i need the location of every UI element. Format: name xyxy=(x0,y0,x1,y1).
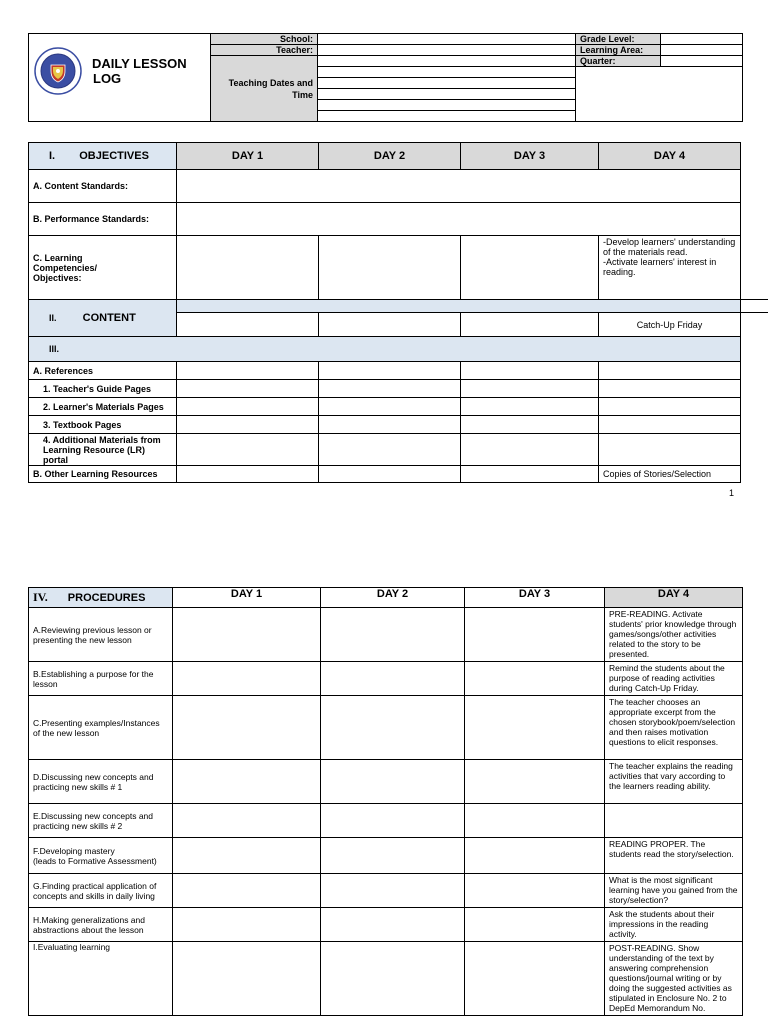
grade-level-field[interactable] xyxy=(661,34,743,45)
references-label: A. References xyxy=(29,362,177,380)
content-blue-band xyxy=(177,300,741,313)
or-day1[interactable] xyxy=(177,466,319,483)
procedure-day4[interactable]: READING PROPER. The students read the story/selection. xyxy=(605,838,743,874)
tb-day4[interactable] xyxy=(599,416,741,434)
proc-cell[interactable] xyxy=(465,874,605,908)
content-day4[interactable]: Catch-Up Friday xyxy=(599,313,741,337)
lm-day3[interactable] xyxy=(461,398,599,416)
logo-cell xyxy=(29,34,211,122)
content-standards-field[interactable] xyxy=(177,170,741,203)
proc-day-1-header: DAY 1 xyxy=(173,588,321,608)
teaching-dates-field-1[interactable] xyxy=(318,56,576,67)
teaching-dates-field-5[interactable] xyxy=(318,100,576,111)
procedure-day4[interactable]: The teacher chooses an appropriate excerpt from the chosen storybook/poem/selection and then raises motivation questions to elicit responses. xyxy=(605,696,743,760)
procedure-label: B.Establishing a purpose for the lesson xyxy=(29,662,173,696)
procedure-day4[interactable] xyxy=(605,804,743,838)
proc-cell[interactable] xyxy=(173,760,321,804)
learning-competencies-text: C. Learning Competencies/ Objectives: xyxy=(33,252,98,283)
procedure-day4[interactable]: POST-READING. Show understanding of the text by answering comprehension questions/journal writing or by doing the suggested activities as stipulated in Enclosure No. 2 to DepEd Memorandum No. xyxy=(605,942,743,1016)
proc-cell[interactable] xyxy=(321,608,465,662)
content-standards-label: A. Content Standards: xyxy=(29,170,177,203)
tg-day4[interactable] xyxy=(599,380,741,398)
proc-cell[interactable] xyxy=(465,662,605,696)
competencies-day1[interactable] xyxy=(177,236,319,300)
title-line-1: DAILY LESSON xyxy=(92,56,187,71)
tg-day3[interactable] xyxy=(461,380,599,398)
procedure-day4[interactable]: Remind the students about the purpose of reading activities during Catch-Up Friday. xyxy=(605,662,743,696)
day-1-header: DAY 1 xyxy=(177,143,319,170)
resources-header: III. xyxy=(29,337,741,362)
procedure-label: I.Evaluating learning xyxy=(29,942,173,1016)
quarter-extra-cell xyxy=(576,67,743,122)
references-day4[interactable] xyxy=(599,362,741,380)
day-4-header: DAY 4 xyxy=(599,143,741,170)
procedures-section-title: PROCEDURES xyxy=(67,592,146,604)
tg-day1[interactable] xyxy=(177,380,319,398)
learning-area-field[interactable] xyxy=(661,45,743,56)
am-day4[interactable] xyxy=(599,434,741,466)
proc-cell[interactable] xyxy=(465,608,605,662)
textbook-label: 3. Textbook Pages xyxy=(29,416,177,434)
competencies-day3[interactable] xyxy=(461,236,599,300)
table-row xyxy=(29,942,743,1016)
am-day1[interactable] xyxy=(177,434,319,466)
proc-cell[interactable] xyxy=(465,942,605,1016)
learners-materials-label: 2. Learner's Materials Pages xyxy=(29,398,177,416)
teaching-dates-field-2[interactable] xyxy=(318,67,576,78)
competencies-day4[interactable]: -Develop learners' understanding of the materials read. -Activate learners' interest in reading. xyxy=(599,236,741,300)
title-line-2: LOG xyxy=(93,71,122,86)
lm-day2[interactable] xyxy=(319,398,461,416)
am-day3[interactable] xyxy=(461,434,599,466)
procedure-day4[interactable]: PRE-READING. Activate students' prior knowledge through games/songs/other activities related to the story to be presented. xyxy=(605,608,743,662)
content-section-number: II. xyxy=(49,313,57,323)
proc-cell[interactable] xyxy=(465,696,605,760)
table-row xyxy=(29,696,743,760)
proc-cell[interactable] xyxy=(173,838,321,874)
table-row xyxy=(29,874,743,908)
or-day3[interactable] xyxy=(461,466,599,483)
table-row xyxy=(29,662,743,696)
content-section-title: CONTENT xyxy=(82,312,136,324)
content-day1[interactable] xyxy=(177,313,319,337)
school-label: School: xyxy=(211,34,318,45)
table-row xyxy=(29,838,743,874)
procedure-day4[interactable]: What is the most significant learning have you gained from the story/selection? xyxy=(605,874,743,908)
grade-level-label: Grade Level: xyxy=(576,34,661,45)
day-2-header: DAY 2 xyxy=(319,143,461,170)
or-day4[interactable]: Copies of Stories/Selection xyxy=(599,466,741,483)
competencies-day2[interactable] xyxy=(319,236,461,300)
tg-day2[interactable] xyxy=(319,380,461,398)
proc-cell[interactable] xyxy=(321,874,465,908)
school-field[interactable] xyxy=(318,34,576,45)
proc-cell[interactable] xyxy=(321,662,465,696)
proc-cell[interactable] xyxy=(173,804,321,838)
proc-cell[interactable] xyxy=(321,696,465,760)
teaching-dates-field-3[interactable] xyxy=(318,78,576,89)
lm-day4[interactable] xyxy=(599,398,741,416)
am-day2[interactable] xyxy=(319,434,461,466)
lm-day1[interactable] xyxy=(177,398,319,416)
references-day2[interactable] xyxy=(319,362,461,380)
references-day3[interactable] xyxy=(461,362,599,380)
procedure-label: C.Presenting examples/Instances of the new lesson xyxy=(29,696,173,760)
procedure-label: G.Finding practical application of concepts and skills in daily living xyxy=(29,874,173,908)
proc-cell[interactable] xyxy=(173,908,321,942)
other-resources-label: B. Other Learning Resources xyxy=(29,466,177,483)
content-header xyxy=(29,300,177,337)
tb-day3[interactable] xyxy=(461,416,599,434)
additional-materials-label: 4. Additional Materials from Learning Resource (LR) portal xyxy=(29,434,177,466)
procedures-table xyxy=(28,587,743,1016)
proc-cell[interactable] xyxy=(321,838,465,874)
proc-cell[interactable] xyxy=(173,608,321,662)
proc-cell[interactable] xyxy=(173,696,321,760)
tb-day1[interactable] xyxy=(177,416,319,434)
proc-cell[interactable] xyxy=(465,760,605,804)
teacher-field[interactable] xyxy=(318,45,576,56)
procedures-header xyxy=(29,588,173,608)
proc-cell[interactable] xyxy=(321,760,465,804)
teachers-guide-label: 1. Teacher's Guide Pages xyxy=(29,380,177,398)
teaching-dates-field-6[interactable] xyxy=(318,111,576,122)
procedure-label: F.Developing mastery (leads to Formative Assessment) xyxy=(29,838,173,874)
content-day3[interactable] xyxy=(461,313,599,337)
procedures-section-number: IV. xyxy=(33,590,48,604)
overflow-rule-2 xyxy=(740,312,768,313)
performance-standards-label: B. Performance Standards: xyxy=(29,203,177,236)
teaching-dates-field-4[interactable] xyxy=(318,89,576,100)
proc-cell[interactable] xyxy=(173,874,321,908)
performance-standards-field[interactable] xyxy=(177,203,741,236)
objectives-header xyxy=(29,143,177,170)
proc-cell[interactable] xyxy=(321,942,465,1016)
procedure-label: D.Discussing new concepts and practicing new skills # 1 xyxy=(29,760,173,804)
teacher-label: Teacher: xyxy=(211,45,318,56)
procedure-label: A.Reviewing previous lesson or presenting the new lesson xyxy=(29,608,173,662)
objectives-section-title: OBJECTIVES xyxy=(79,150,149,162)
header-table xyxy=(28,33,743,122)
procedure-day4[interactable]: Ask the students about their impressions in the reading activity. xyxy=(605,908,743,942)
proc-day-4-header: DAY 4 xyxy=(605,588,743,608)
learning-area-label: Learning Area: xyxy=(576,45,661,56)
content-day2[interactable] xyxy=(319,313,461,337)
table-row xyxy=(29,608,743,662)
table-row xyxy=(29,760,743,804)
proc-day-3-header: DAY 3 xyxy=(465,588,605,608)
procedure-label: H.Making generalizations and abstractions about the lesson xyxy=(29,908,173,942)
or-day2[interactable] xyxy=(319,466,461,483)
references-day1[interactable] xyxy=(177,362,319,380)
proc-cell[interactable] xyxy=(465,838,605,874)
proc-cell[interactable] xyxy=(173,662,321,696)
procedure-label: E.Discussing new concepts and practicing new skills # 2 xyxy=(29,804,173,838)
overflow-rule-1 xyxy=(740,299,768,300)
page-number: 1 xyxy=(728,488,734,498)
day-3-header: DAY 3 xyxy=(461,143,599,170)
objectives-table xyxy=(28,142,741,483)
proc-cell[interactable] xyxy=(321,908,465,942)
proc-cell[interactable] xyxy=(321,804,465,838)
quarter-label: Quarter: xyxy=(576,56,661,67)
table-row xyxy=(29,908,743,942)
proc-day-2-header: DAY 2 xyxy=(321,588,465,608)
table-row xyxy=(29,804,743,838)
proc-cell[interactable] xyxy=(465,804,605,838)
proc-cell[interactable] xyxy=(465,908,605,942)
procedure-day4[interactable]: The teacher explains the reading activities that vary according to the learners reading ability. xyxy=(605,760,743,804)
proc-cell[interactable] xyxy=(173,942,321,1016)
tb-day2[interactable] xyxy=(319,416,461,434)
teaching-dates-label: Teaching Dates and Time xyxy=(211,56,318,122)
objectives-section-number: I. xyxy=(49,150,56,162)
learning-competencies-label xyxy=(29,236,177,300)
quarter-field[interactable] xyxy=(661,56,743,67)
